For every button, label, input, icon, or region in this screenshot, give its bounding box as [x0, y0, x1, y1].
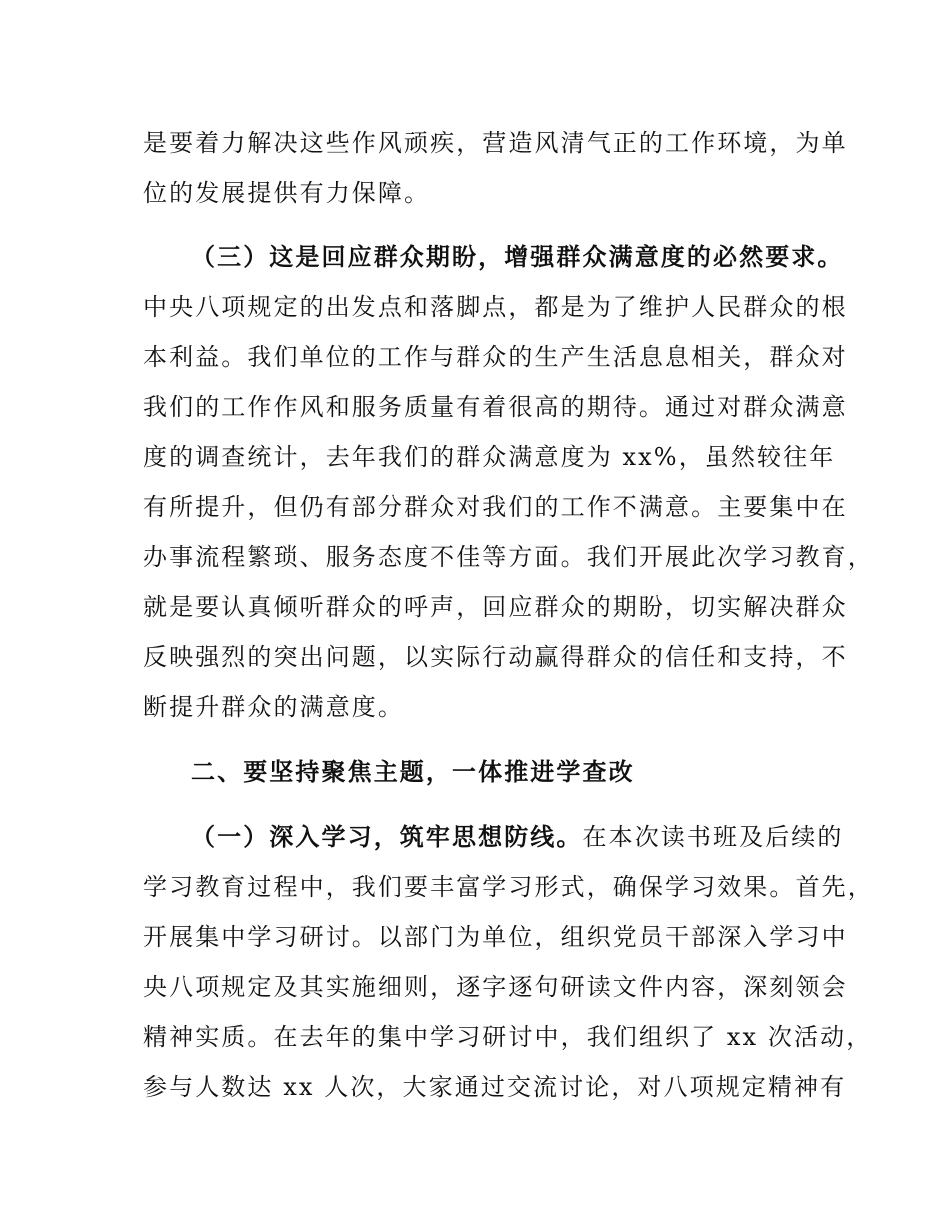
- paragraph-line: 央八项规定及其实施细则，逐字逐句研读文件内容，深刻领会: [143, 973, 848, 1001]
- paragraph-line: 中央八项规定的出发点和落脚点，都是为了维护人民群众的根: [143, 293, 848, 321]
- paragraph-line: 学习教育过程中，我们要丰富学习形式，确保学习效果。首先，: [143, 873, 874, 901]
- paragraph-line: 精神实质。在去年的集中学习研讨中，我们组织了 xx 次活动，: [143, 1023, 873, 1051]
- paragraph-line: 反映强烈的突出问题，以实际行动赢得群众的信任和支持，不: [143, 643, 848, 671]
- paragraph-line: 参与人数达 xx 人次，大家通过交流讨论，对八项规定精神有: [143, 1073, 847, 1101]
- paragraph-line: 有所提升，但仍有部分群众对我们的工作不满意。主要集中在: [143, 493, 848, 521]
- paragraph-line: 我们的工作作风和服务质量有着很高的期待。通过对群众满意: [143, 393, 848, 421]
- paragraph-line: 就是要认真倾听群众的呼声，回应群众的期盼，切实解决群众: [143, 593, 848, 621]
- paragraph-line: 是要着力解决这些作风顽疾，营造风清气正的工作环境，为单: [143, 129, 848, 157]
- section-heading-2: 二、要坚持聚焦主题，一体推进学查改: [191, 758, 635, 786]
- paragraph-line: 开展集中学习研讨。以部门为单位，组织党员干部深入学习中: [143, 923, 848, 951]
- paragraph-line: 度的调查统计，去年我们的群众满意度为 xx%，虽然较往年: [143, 443, 836, 471]
- paragraph-line: 断提升群众的满意度。: [143, 693, 404, 721]
- subsection-line: [191, 822, 891, 852]
- paragraph-line: 本利益。我们单位的工作与群众的生产生活息息相关，群众对: [143, 343, 848, 371]
- paragraph-line: 位的发展提供有力保障。: [143, 179, 431, 207]
- paragraph-line: 办事流程繁琐、服务态度不佳等方面。我们开展此次学习教育，: [143, 543, 874, 571]
- section-heading-3: （三）这是回应群众期盼，增强群众满意度的必然要求。: [191, 243, 844, 271]
- subsection-heading-1: （一）深入学习，筑牢思想防线。: [191, 823, 583, 851]
- subsection-text: 在本次读书班及后续的: [582, 823, 844, 851]
